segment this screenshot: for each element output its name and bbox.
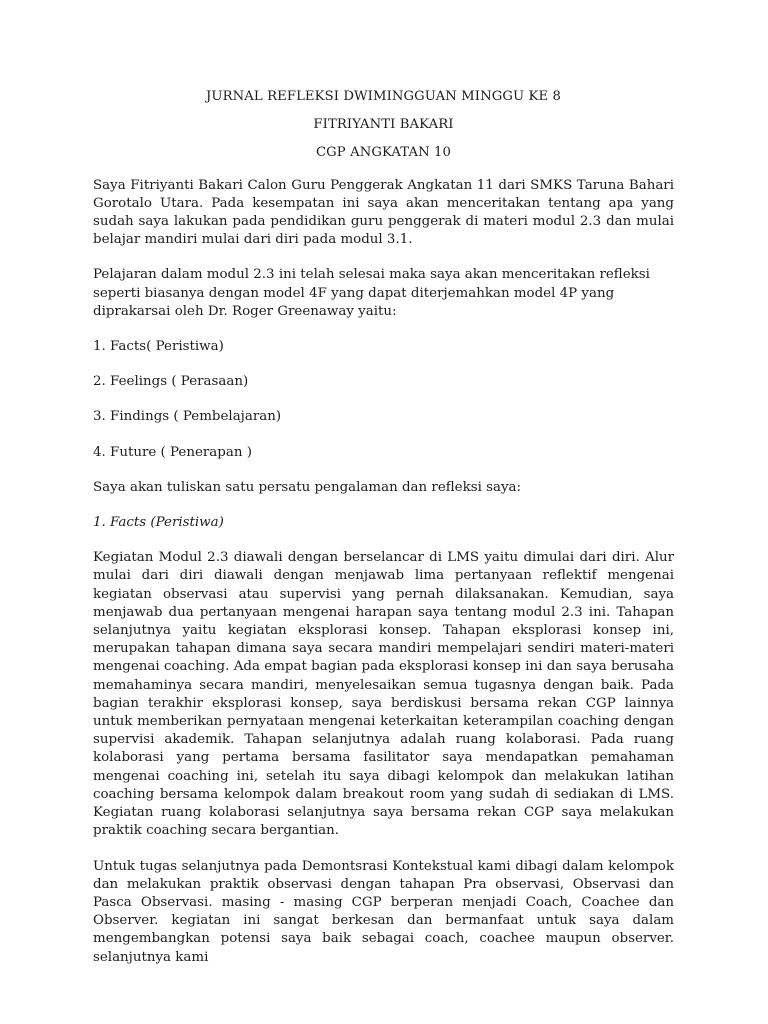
list-item-feelings: 2. Feelings ( Perasaan) [93, 374, 249, 390]
intro-paragraph: Saya Fitriyanti Bakari Calon Guru Penggerak Angkatan 11 dari SMKS Taruna Bahari Gorotalo Utara. Pada kesempatan ini saya akan menceritakan tentang apa yang sudah saya lakukan pada pendidikan guru penggerak di materi modul 2.3 dan mulai belajar mandiri mulai dari diri pada modul 3.1. [93, 177, 674, 248]
section-heading-facts: 1. Facts (Peristiwa) [93, 515, 224, 531]
list-item-facts: 1. Facts( Peristiwa) [93, 339, 224, 355]
transition-sentence: Saya akan tuliskan satu persatu pengalaman dan refleksi saya: [93, 479, 522, 495]
author-name: FITRIYANTI BAKARI [313, 117, 454, 133]
facts-paragraph: Kegiatan Modul 2.3 diawali dengan berselancar di LMS yaitu dimulai dari diri. Alur mulai dari diri diawali dengan menjawab lima pertanyaan reflektif mengenai kegiatan observasi atau supervisi yang pernah dilaksanakan. Kemudian, saya menjawab dua pertanyaan mengenai harapan saya tentang modul 2.3 ini. Tahapan selanjutnya yaitu kegiatan eksplorasi konsep. Tahapan eksplorasi konsep ini, merupakan tahapan dimana saya secara mandiri mempelajari sendiri materi-materi mengenai coaching. Ada empat bagian pada eksplorasi konsep ini dan saya berusaha memahaminya secara mandiri, menyelesaikan semua tugasnya dengan baik. Pada bagian terakhir eksplorasi konsep, saya berdiskusi bersama rekan CGP lainnya untuk memberikan pernyataan mengenai keterkaitan keterampilan coaching dengan supervisi akademik. Tahapan selanjutnya adalah ruang kolaborasi. Pada ruang kolaborasi yang pertama bersama fasilitator saya mendapatkan pemahaman mengenai coaching ini, setelah itu saya dibagi kelompok dan melakukan latihan coaching bersama kelompok dalam breakout room yang sudah di sediakan di LMS. Kegiatan ruang kolaborasi selanjutnya saya bersama rekan CGP saya melakukan praktik coaching secara bergantian. [93, 550, 674, 839]
document-title: JURNAL REFLEKSI DWIMINGGUAN MINGGU KE 8 [206, 89, 561, 104]
model-intro-paragraph: Pelajaran dalam modul 2.3 ini telah selesai maka saya akan menceritakan refleksi seperti biasanya dengan model 4F yang dapat diterjemahkan model 4P yang diprakarsai oleh Dr. Roger Greenaway yaitu: [93, 267, 650, 319]
list-item-findings: 3. Findings ( Pembelajaran) [93, 409, 282, 425]
list-item-future: 4. Future ( Penerapan ) [93, 444, 252, 460]
cohort-label: CGP ANGKATAN 10 [315, 145, 451, 161]
demonstration-paragraph: Untuk tugas selanjutnya pada Demontsrasi Kontekstual kami dibagi dalam kelompok dan melakukan praktik observasi dengan tahapan Pra observasi, Observasi dan Pasca Observasi. masing - masing CGP berperan menjadi Coach, Coachee dan Observer. kegiatan ini sangat berkesan dan bermanfaat untuk saya dalam mengembangkan potensi saya baik sebagai coach, coachee maupun observer. selanjutnya kami [93, 858, 674, 965]
